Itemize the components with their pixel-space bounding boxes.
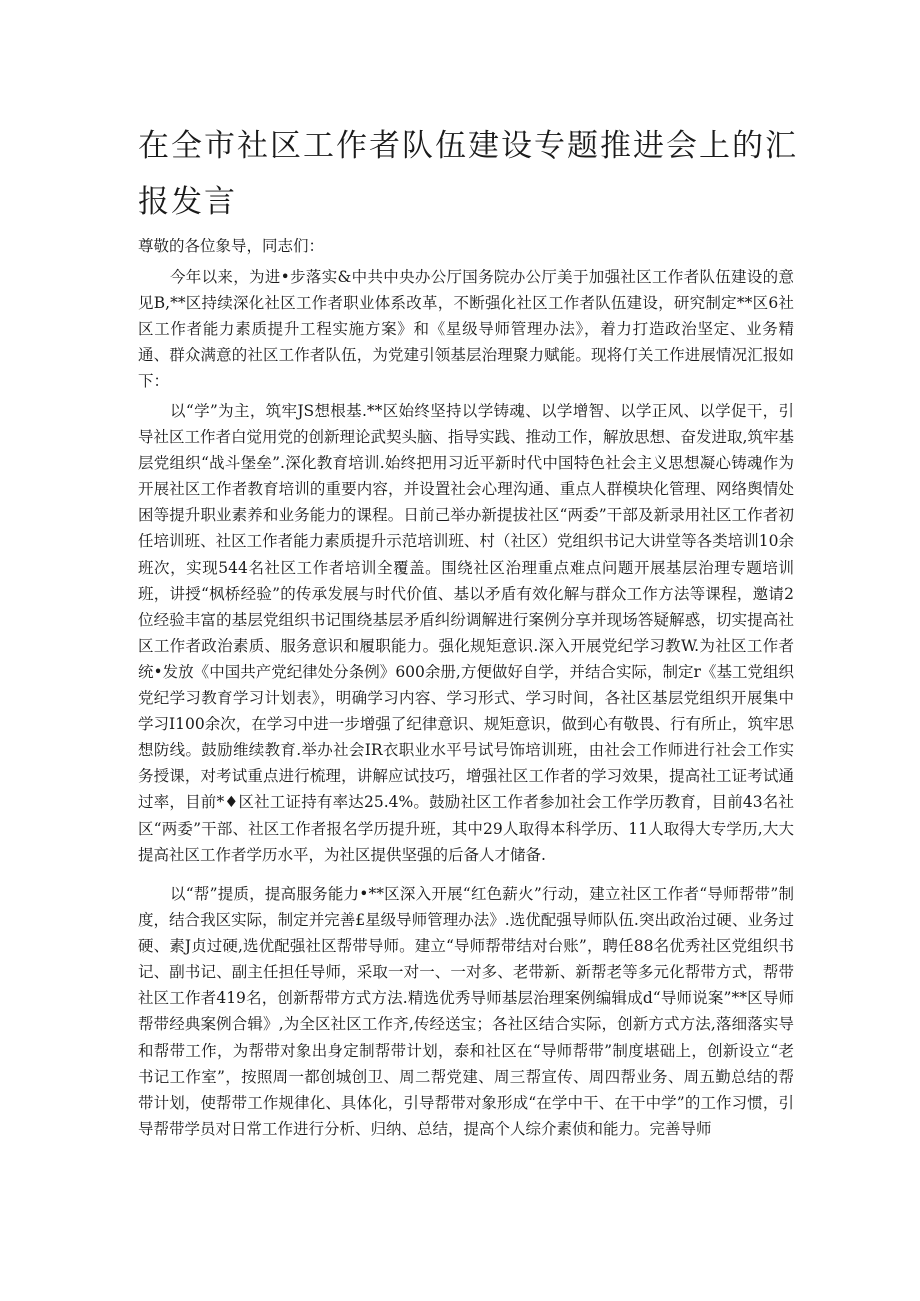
paragraph-intro: 今年以来，为进•步落实&中共中央办公厅国务院办公厅美于加强社区工作者队伍建设的意见B,**区持续深化社区工作者职业体系改革，不断强化社区工作者队伍建设，研究制定**区6社区工作者能力素质提升工程实施方案》和《星级导师管理办法》，着力打造政治坚定、业务精通、群众满意的社区工作者队伍，为党建引领基层治理聚力赋能。现将仃关工作进展情况汇报如下： [138,268,794,391]
paragraph-mentoring: 以“帮”提质，提高服务能力•**区深入开展“红色薪火”行动，建立社区工作者“导师帮带”制度，结合我区实际，制定并完善£星级导师管理办法》.选优配强导师队伍.突出政治过硬、业务过硬、素J贞过硬,选优配强社区帮带导师。建立“导师帮带结对台账”，聘任88名优秀社区党组织书记、副书记、副主任担任导师，采取一对一、一对多、老带新、新帮老等多元化帮带方式，帮带社区工作者419名，创新帮带方式方法.精选优秀导师基层治理案例编辑成d“导师说案”**区导师帮带经典案例合辑》,为全区社区工作齐,传经送宝；各社区结合实际，创新方式方法,落细落实导和帮带工作，为帮带对象出身定制帮带计划，泰和社区在“导师帮带”制度堪础上，创新设立“老书记工作室”，按照周一都创城创卫、周二帮党建、周三帮宣传、周四帮业务、周五勤总结的帮带计划，使帮带工作规律化、具体化，引导帮带对象形成“在学中干、在干中学”的工作习惯，引导帮带学员对日常工作进行分析、归纳、总结，提高个人综介素侦和能力。完善导师 [138,885,794,1138]
paragraph-study: 以“学”为主，筑牢JS想根基.**区始终坚持以学铸魂、以学增智、以学正风、以学促干，引导社区工作者白觉用党的创新理论武契头脑、指导实践、推动工作，解放思想、奋发进取,筑牢基层党组织“战斗堡垒”.深化教育培训.始终把用习近平新时代中国特色社会主义思想凝心铸魂作为开展社区工作者教育培训的重要内容，并设置社会心理沟通、重点人群模块化管理、网络舆情处困等提升职业素养和业务能力的课程。日前己举办新提拔社区“两委”干部及新录用社区工作者初任培训班、社区工作者能力素质提升示范培训班、村（社区）党组织书记大讲堂等各类培训10余班次，实现544名社区工作者培训全覆盖。围绕社区治理重点难点问题开展基层治理专题培训班，讲授“枫桥经验”的传承发展与时代价值、基以矛盾有效化解与群众工作方法等课程，邀请2位经验丰富的基层党组织书记围绕基层矛盾纠纷调解进行案例分享并现场答疑解惑，切实提高社区工作者政治素质、服务意识和履职能力。强化规矩意识.深入开展党纪学习教W.为社区工作者统•发放《中国共产党纪律处分条例》600余册,方便做好自学，并结合实际，制定r《基工党组织党纪学习教育学习计划表》，明确学习内容、学习形式、学习时间，各社区基层党组织开展集中学习I100余次，在学习中进一步增强了纪律意识、规矩意识，做到心有敬畏、行有所止，筑牢思想防线。鼓励维续教育.举办社会IR衣职业水平号试号饰培训班，由社会工作师进行社会工作实务授课，对考试重点进行梳理，讲解应试技巧，增强社区工作者的学习效果，提高社工证考试通过率，目前*♦区社工证持有率达25.4%。鼓励社区工作者参加社会工作学历教育，目前43名社区“两委”干部、社区工作者报名学历提升班，其中29人取得本科学历、11人取得大专学历,大大提高社区工作者学历水平，为社区提供坚强的后备人才储备. [138,402,794,864]
salutation: 尊敬的各位象导，同志们： [138,237,325,255]
document-title: 在全市社区工作者队伍建设专题推进会上的汇报发言 [138,128,798,220]
